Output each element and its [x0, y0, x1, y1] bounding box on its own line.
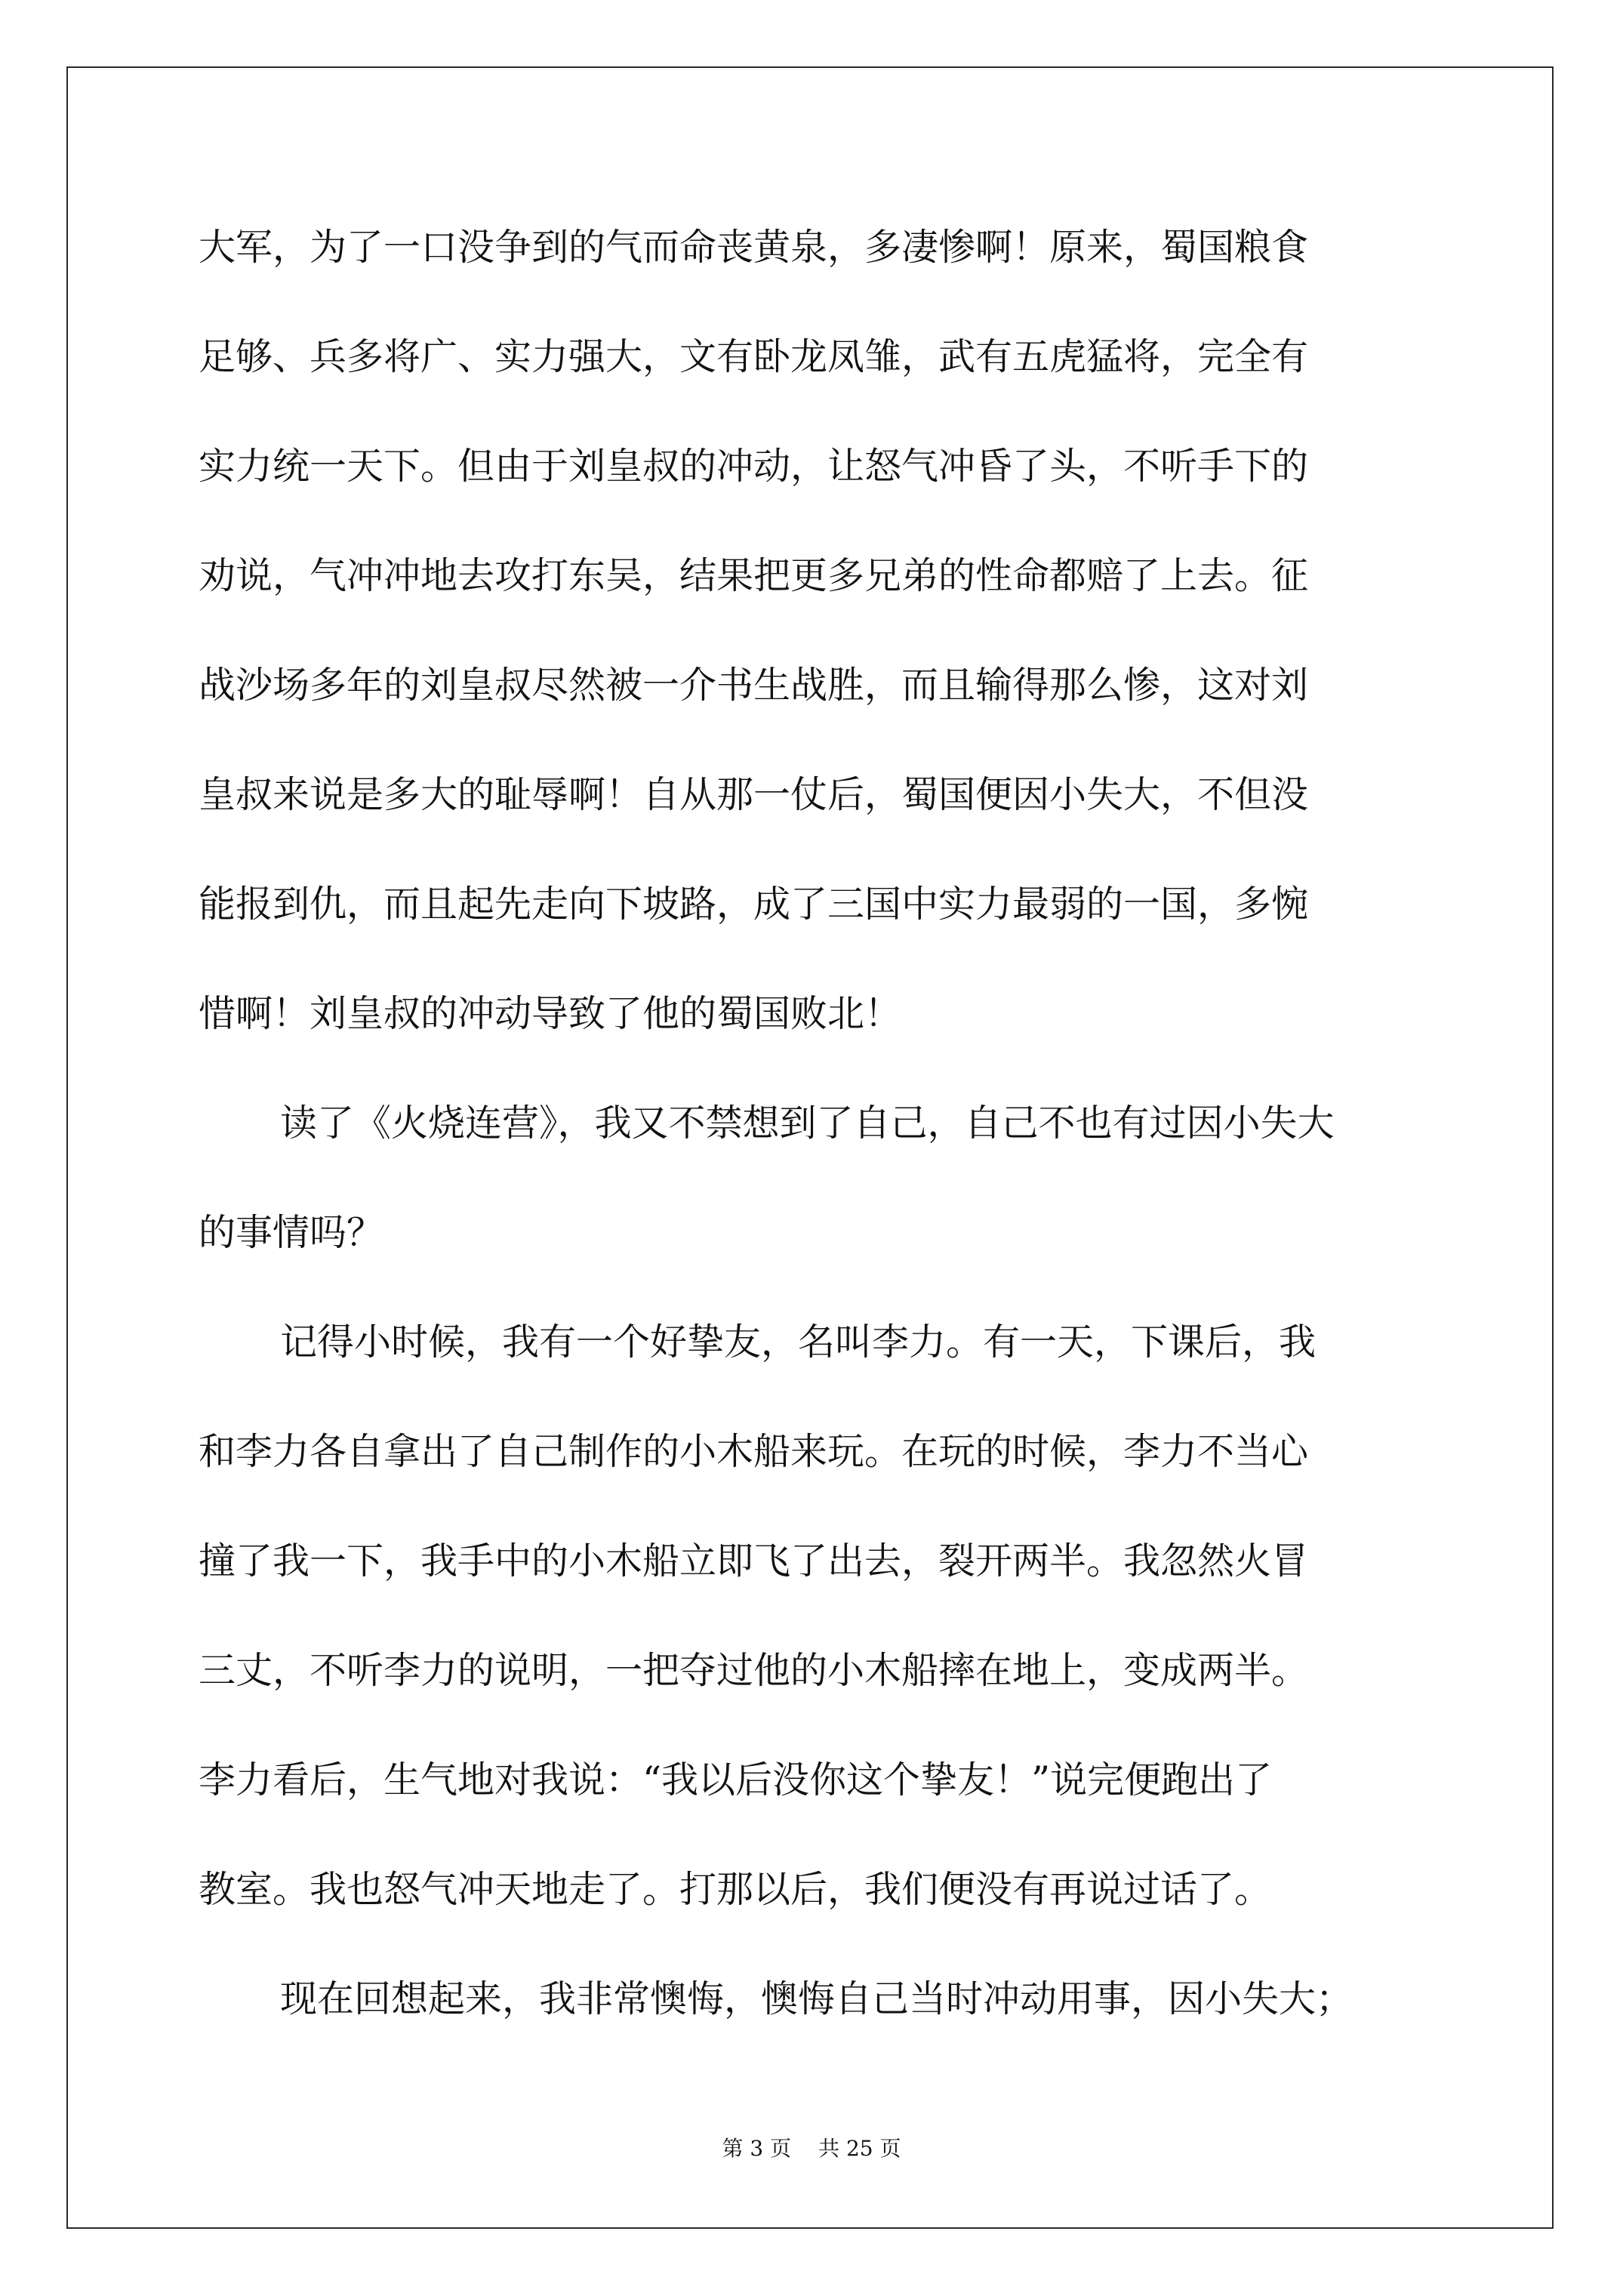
text-line: 的事情吗？: [199, 1211, 384, 1254]
page-total: 共 25 页: [818, 2136, 901, 2161]
text-line: 李力看后，生气地对我说：“我以后没你这个挚友！”说完便跑出了: [199, 1758, 1273, 1801]
text-line: 和李力各自拿出了自己制作的小木船来玩。在玩的时候，李力不当心: [199, 1430, 1309, 1473]
text-line: 现在回想起来，我非常懊悔，懊悔自己当时冲动用事，因小失大；: [280, 1977, 1354, 2020]
text-line: 记得小时候，我有一个好挚友，名叫李力。有一天，下课后，我: [280, 1321, 1317, 1364]
text-line: 实力统一天下。但由于刘皇叔的冲动，让怒气冲昏了头，不听手下的: [199, 445, 1309, 488]
text-line: 读了《火烧连营》，我又不禁想到了自己，自己不也有过因小失大: [280, 1102, 1335, 1145]
text-line: 劝说，气冲冲地去攻打东吴，结果把更多兄弟的性命都赔了上去。征: [199, 554, 1309, 597]
text-line: 惜啊！刘皇叔的冲动导致了他的蜀国败北！: [199, 992, 902, 1035]
text-line: 教室。我也怒气冲天地走了。打那以后，我们便没有再说过话了。: [199, 1868, 1272, 1911]
page-footer: [0, 2134, 1623, 2164]
text-line: 三丈，不听李力的说明，一把夺过他的小木船摔在地上，变成两半。: [199, 1649, 1309, 1692]
text-line: 战沙场多年的刘皇叔尽然被一介书生战胜，而且输得那么惨，这对刘: [199, 664, 1309, 707]
document-body: [199, 210, 1437, 2071]
text-line: 皇叔来说是多大的耻辱啊！自从那一仗后，蜀国便因小失大，不但没: [199, 773, 1309, 816]
text-line: 足够、兵多将广、实力强大，文有卧龙凤雏，武有五虎猛将，完全有: [199, 335, 1309, 378]
page-number: 第 3 页: [722, 2136, 792, 2161]
text-line: 能报到仇，而且起先走向下坡路，成了三国中实力最弱的一国，多惋: [199, 883, 1309, 926]
text-line: 大军，为了一口没争到的气而命丧黄泉，多凄惨啊！原来，蜀国粮食: [199, 226, 1309, 269]
text-line: 撞了我一下，我手中的小木船立即飞了出去，裂开两半。我忽然火冒: [199, 1539, 1309, 1583]
